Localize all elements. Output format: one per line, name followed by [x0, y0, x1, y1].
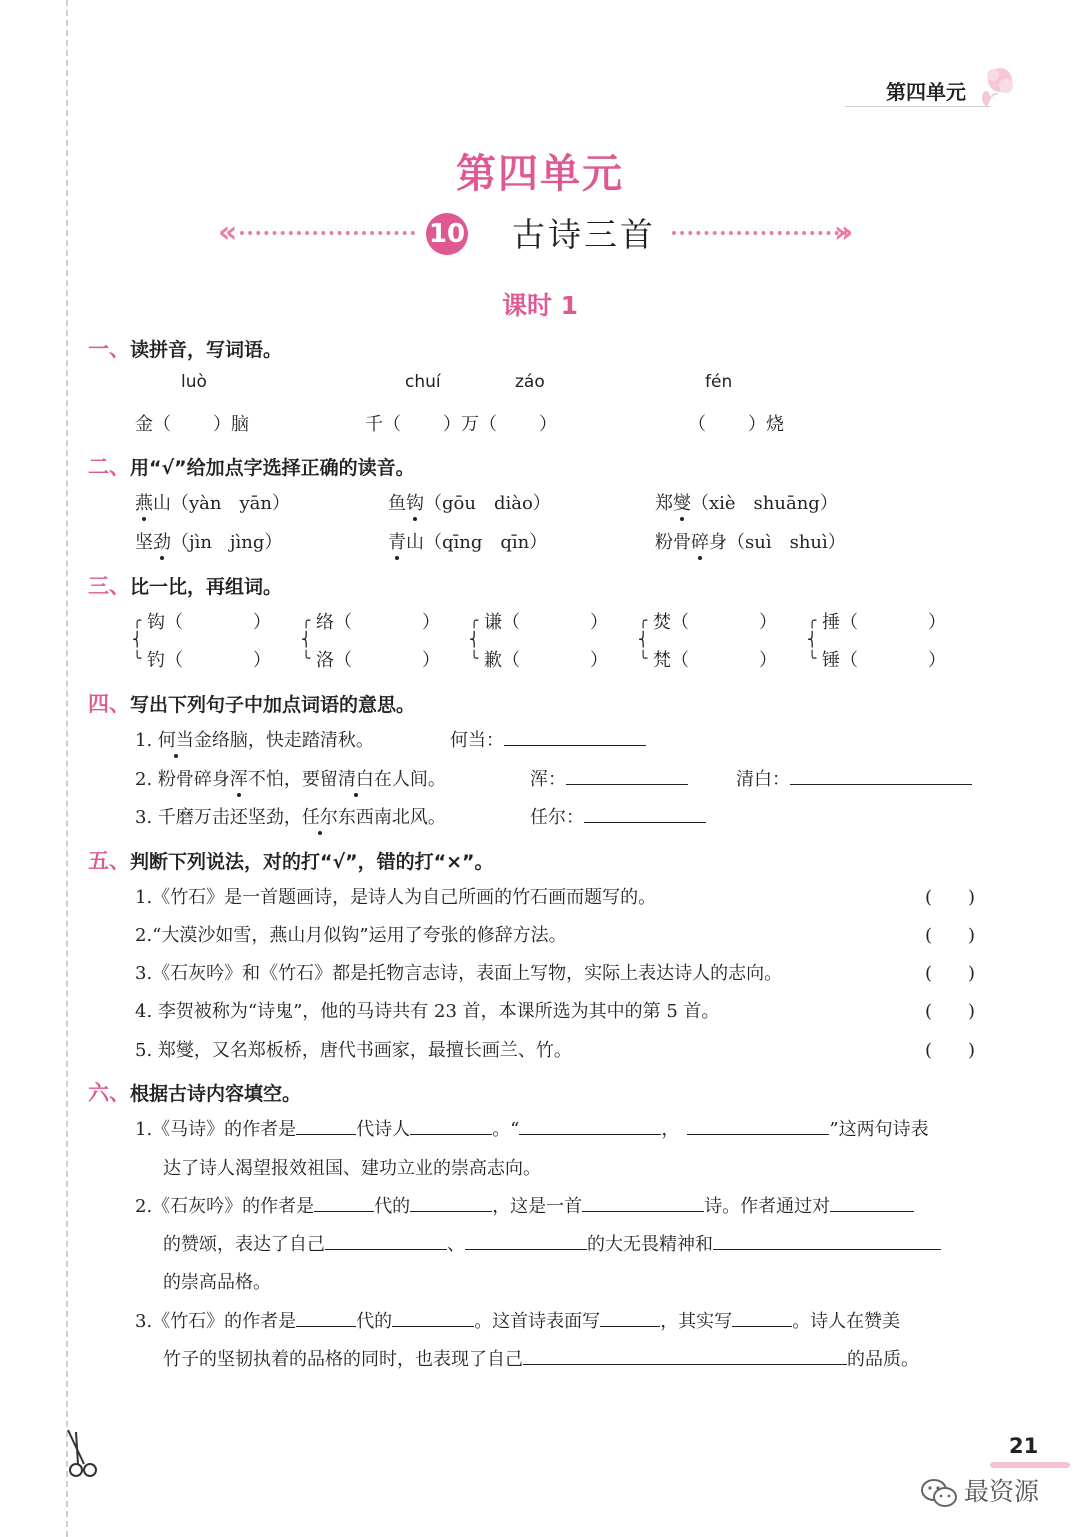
meaning-answer-1: [450, 726, 646, 752]
judge-answer-box[interactable]: ( ): [925, 963, 976, 984]
brace-icon: ╭ ⎨ ╰: [470, 613, 479, 667]
compare-pair-3a[interactable]: [484, 608, 608, 634]
reading-item-1[interactable]: [135, 489, 290, 515]
text: ）万（: [443, 414, 497, 435]
judge-answer-box[interactable]: ( ): [925, 1001, 976, 1022]
compare-pair-5a[interactable]: [822, 608, 946, 634]
word-item-3: [688, 410, 784, 436]
text: （xiè shuāng）: [691, 493, 838, 514]
answer-blank[interactable]: [582, 1193, 704, 1212]
text: ）: [422, 612, 440, 633]
text: 坚: [135, 532, 153, 553]
text: 焚（: [653, 612, 689, 633]
compare-pair-4b[interactable]: [653, 646, 777, 672]
text: ）: [590, 612, 608, 633]
section-3-heading: [88, 570, 282, 600]
item-number: 1.: [135, 730, 153, 751]
text: 。这首诗表面写: [474, 1311, 601, 1332]
meaning-answer-3: [736, 765, 972, 791]
text: ）: [759, 650, 777, 671]
answer-blank[interactable]: [687, 1116, 829, 1135]
answer-blank[interactable]: [830, 1193, 914, 1212]
item-number: 3.: [135, 807, 153, 828]
text: ”这两句诗表: [829, 1119, 929, 1140]
text: （jìn jìng）: [171, 532, 283, 553]
text: 鱼: [388, 493, 406, 514]
text: 在人间。: [373, 769, 446, 790]
dotted-word: 任尔: [301, 807, 338, 828]
text: ，: [661, 1119, 680, 1140]
header-unit-label: 第四单元: [886, 80, 966, 104]
text: （: [688, 414, 706, 435]
text: 山（yàn yān）: [153, 493, 290, 514]
text: 梵（: [653, 650, 689, 671]
compare-pair-1b[interactable]: [147, 646, 271, 672]
dotted-word: 清白: [337, 769, 374, 790]
text: ）: [759, 612, 777, 633]
meaning-line-1: [135, 726, 374, 752]
fill-q3-line2: [163, 1345, 919, 1371]
label: 浑：: [530, 769, 566, 790]
meaning-answer-2: [530, 765, 688, 791]
pinyin-zao: záo: [515, 372, 545, 392]
dotted-char: 青: [388, 532, 406, 553]
judge-item-4: 4. 李贺被称为“诗鬼”，他的马诗共有 23 首，本课所选为其中的第 5 首。: [135, 1001, 720, 1022]
dotted-char: 钩: [406, 493, 424, 514]
text: ）: [253, 650, 271, 671]
text: 代诗人: [356, 1119, 411, 1140]
text: 。“: [492, 1119, 520, 1140]
answer-blank[interactable]: [465, 1231, 587, 1250]
answer-blank[interactable]: [314, 1193, 374, 1212]
text: ）烧: [748, 414, 784, 435]
brace-icon: ╭ ⎨ ╰: [639, 613, 648, 667]
text: 捶（: [822, 612, 858, 633]
judge-item-2: 2.“大漠沙如雪，燕山月似钩”运用了夸张的修辞方法。: [135, 925, 567, 946]
reading-item-2[interactable]: [388, 489, 551, 515]
judge-answer-box[interactable]: ( ): [925, 925, 976, 946]
answer-blank[interactable]: [584, 804, 706, 823]
text: 锤（: [822, 650, 858, 671]
fill-q2-line3: 的崇高品格。: [163, 1272, 271, 1293]
text: 不怕，要留: [247, 769, 338, 790]
dotted-char: 碎: [691, 532, 709, 553]
section-title: 读拼音，写词语。: [130, 339, 283, 361]
section-title: 写出下列句子中加点词语的意思。: [130, 694, 416, 716]
section-number: 一、: [88, 337, 130, 361]
text: 金络脑，快走踏清秋。: [193, 730, 374, 751]
reading-item-6[interactable]: [655, 528, 846, 554]
section-title: 判断下列说法，对的打“√”，错的打“×”。: [130, 851, 494, 873]
meaning-line-2: [135, 765, 446, 791]
answer-blank[interactable]: [519, 1116, 661, 1135]
wechat-icon: [920, 1478, 958, 1508]
header-underline: [845, 106, 990, 107]
section-title: 比一比，再组词。: [130, 576, 283, 598]
text: ，其实写: [660, 1311, 733, 1332]
text: 。诗人在赞美: [792, 1311, 901, 1332]
answer-blank[interactable]: [790, 766, 972, 785]
compare-pair-4a[interactable]: [653, 608, 777, 634]
text: 钓（: [147, 650, 183, 671]
text: 代的: [374, 1196, 411, 1217]
dotted-char: 燕: [135, 493, 153, 514]
answer-blank[interactable]: [325, 1231, 447, 1250]
label: 任尔：: [530, 807, 584, 828]
section-5-heading: [88, 845, 494, 875]
compare-pair-2b[interactable]: [316, 646, 440, 672]
text: 金（: [135, 414, 171, 435]
dotted-word: 浑: [229, 769, 248, 790]
text: 的大无畏精神和: [587, 1234, 713, 1255]
answer-blank[interactable]: [523, 1346, 847, 1365]
fill-q2-line1: [135, 1192, 914, 1218]
section-1-heading: [88, 333, 282, 363]
reading-item-5[interactable]: [388, 528, 547, 554]
right-arrows-icon: »: [834, 215, 846, 250]
pinyin-luo: luò: [181, 372, 207, 392]
section-number: 二、: [88, 455, 130, 479]
text: ）: [539, 414, 557, 435]
watermark-text: 最资源: [964, 1477, 1040, 1506]
text: ）: [422, 650, 440, 671]
text: 千（: [365, 414, 401, 435]
lesson-heading: [0, 205, 1080, 261]
answer-blank[interactable]: [713, 1231, 941, 1250]
flower-icon: [978, 64, 1018, 110]
judge-item-1: 1.《竹石》是一首题画诗，是诗人为自己所画的竹石画而题写的。: [135, 887, 657, 908]
lesson-title: 古诗三首: [512, 215, 656, 254]
section-number: 三、: [88, 574, 130, 598]
section-4-heading: [88, 688, 415, 718]
unit-title: 第四单元: [456, 151, 624, 197]
text: ，这是一首: [492, 1196, 583, 1217]
section-6-heading: [88, 1077, 301, 1107]
judge-answer-box[interactable]: ( ): [925, 887, 976, 908]
section-2-heading: [88, 451, 415, 481]
text: ）脑: [213, 414, 249, 435]
text: 钩（: [147, 612, 183, 633]
answer-blank[interactable]: [732, 1308, 792, 1327]
answer-blank[interactable]: [566, 766, 688, 785]
meaning-line-3: [135, 803, 446, 829]
answer-blank[interactable]: [410, 1193, 492, 1212]
answer-blank[interactable]: [296, 1116, 356, 1135]
text: 郑: [655, 493, 673, 514]
answer-blank[interactable]: [392, 1308, 474, 1327]
judge-answer-box[interactable]: ( ): [925, 1040, 976, 1061]
text: 东西南北风。: [337, 807, 446, 828]
item-number: 2.: [135, 769, 153, 790]
label: 清白：: [736, 769, 790, 790]
text: ）: [928, 612, 946, 633]
reading-item-3[interactable]: [655, 489, 838, 515]
word-item-1: [135, 410, 249, 436]
text: ）: [253, 612, 271, 633]
dotted-rule-right: [672, 231, 847, 235]
text: 的赞颂，表达了自己: [163, 1234, 325, 1255]
reading-item-4[interactable]: [135, 528, 282, 554]
text: ）: [590, 650, 608, 671]
page-number: 21: [1009, 1434, 1039, 1458]
text: 谦（: [484, 612, 520, 633]
text: 粉骨: [655, 532, 691, 553]
dotted-word: 何当: [157, 730, 194, 751]
fill-q1-line2: 达了诗人渴望报效祖国、建功立业的崇高志向。: [163, 1158, 541, 1179]
page-number-bar: [990, 1462, 1070, 1468]
pinyin-fen: fén: [705, 372, 733, 392]
answer-blank[interactable]: [504, 727, 646, 746]
text: 千磨万击还坚劲，: [157, 807, 302, 828]
compare-pair-1a[interactable]: [147, 608, 271, 634]
text: 2.《石灰吟》的作者是: [135, 1196, 315, 1217]
lesson-subtitle: 课时 1: [501, 291, 579, 320]
watermark: [920, 1472, 1039, 1508]
brace-icon: ╭ ⎨ ╰: [302, 613, 311, 667]
text: 、: [447, 1234, 465, 1255]
text: （gōu diào）: [424, 493, 551, 514]
text: 3.《竹石》的作者是: [135, 1311, 297, 1332]
text: 洛（: [316, 650, 352, 671]
answer-blank[interactable]: [600, 1308, 660, 1327]
judge-item-5: 5. 郑燮，又名郑板桥，唐代书画家，最擅长画兰、竹。: [135, 1040, 572, 1061]
meaning-answer-4: [530, 803, 706, 829]
fill-q3-line1: [135, 1307, 900, 1333]
section-number: 五、: [88, 849, 130, 873]
pinyin-chui: chuí: [405, 372, 441, 392]
text: 粉骨碎身: [157, 769, 230, 790]
brace-icon: ╭ ⎨ ╰: [808, 613, 817, 667]
compare-pair-5b[interactable]: [822, 646, 946, 672]
section-title: 用“√”给加点字选择正确的读音。: [130, 457, 415, 479]
text: ）: [928, 650, 946, 671]
compare-pair-3b[interactable]: [484, 646, 608, 672]
left-arrows-icon: «: [218, 215, 230, 250]
answer-blank[interactable]: [296, 1308, 356, 1327]
text: 竹子的坚韧执着的品格的同时，也表现了自己: [163, 1349, 523, 1370]
section-number: 四、: [88, 692, 130, 716]
text: 的品质。: [847, 1349, 919, 1370]
word-item-2: [365, 410, 557, 436]
text: 络（: [316, 612, 352, 633]
text: 山（qīng qīn）: [406, 532, 548, 553]
dotted-rule-left: [240, 231, 415, 235]
label: 何当：: [450, 730, 504, 751]
section-number: 六、: [88, 1081, 130, 1105]
dotted-char: 燮: [673, 493, 691, 514]
section-title: 根据古诗内容填空。: [130, 1083, 302, 1105]
fill-q2-line2: [163, 1230, 941, 1256]
compare-pair-2a[interactable]: [316, 608, 440, 634]
text: 诗。作者通过对: [704, 1196, 831, 1217]
answer-blank[interactable]: [410, 1116, 492, 1135]
dotted-char: 劲: [153, 532, 171, 553]
text: 身（suì shuì）: [709, 532, 846, 553]
scissors-icon: [62, 1428, 102, 1482]
lesson-number-badge: 10: [426, 213, 468, 255]
text: 1.《马诗》的作者是: [135, 1119, 297, 1140]
judge-item-3: 3.《石灰吟》和《竹石》都是托物言志诗，表面上写物，实际上表达诗人的志向。: [135, 963, 783, 984]
fill-q1-line1: [135, 1115, 929, 1141]
text: 歉（: [484, 650, 520, 671]
text: 代的: [356, 1311, 393, 1332]
brace-icon: ╭ ⎨ ╰: [133, 613, 142, 667]
